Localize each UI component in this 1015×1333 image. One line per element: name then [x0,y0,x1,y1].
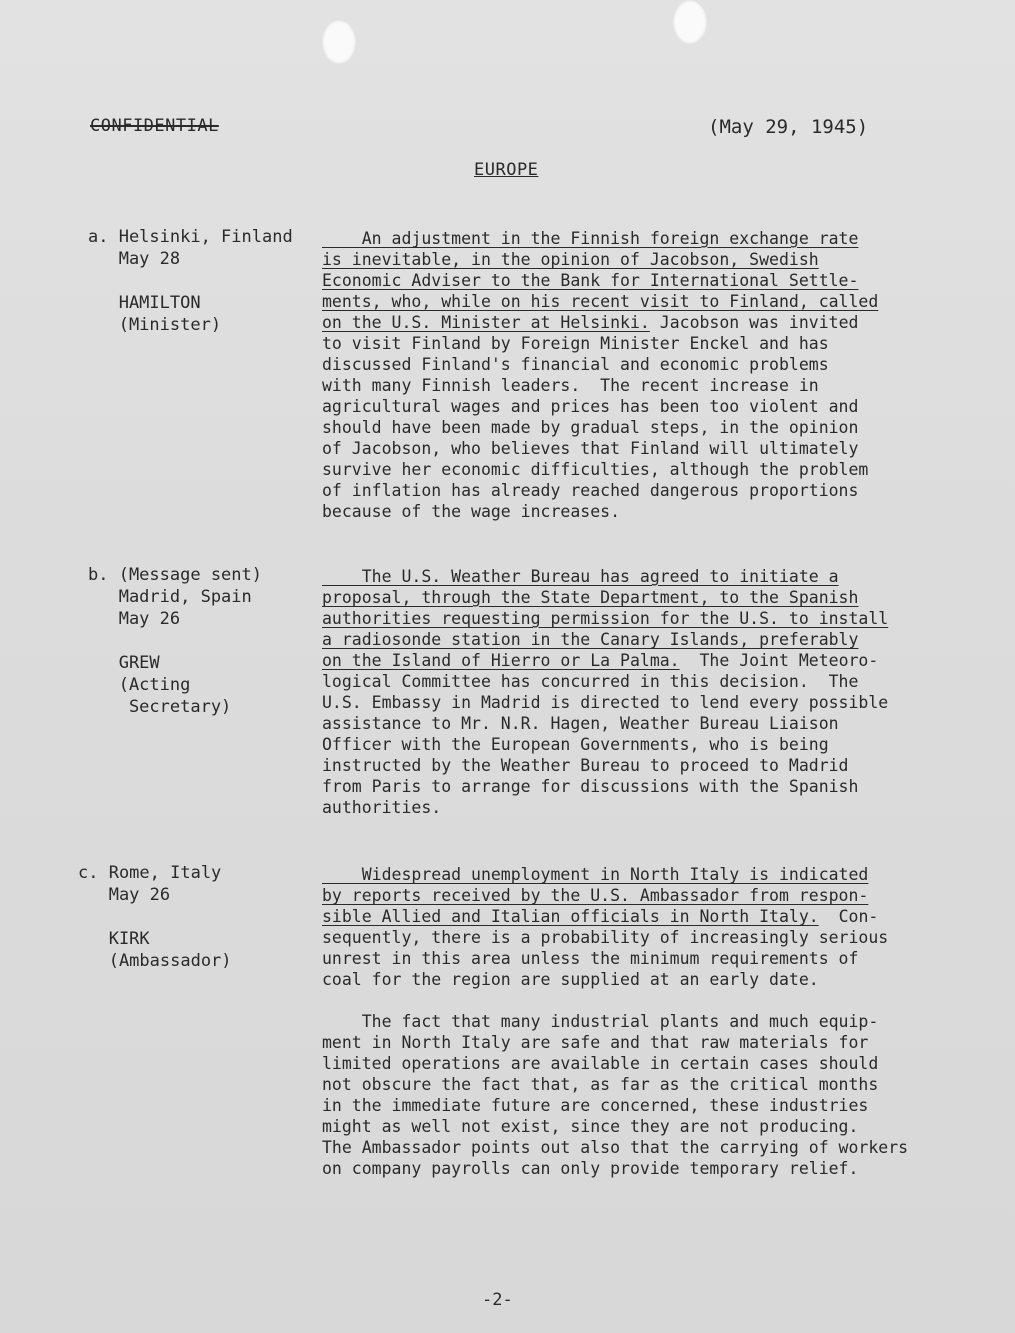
paragraph [322,566,888,818]
text-line [322,864,908,885]
entry-meta-line [88,630,262,652]
text-line [322,906,908,927]
region-heading: EUROPE [474,160,539,180]
text-run: Con- [818,907,879,926]
underlined-text: by reports received by the U.S. Ambassador from respon- [322,886,869,905]
entry-meta-line: May 26 [88,609,181,629]
text-line [322,629,888,650]
text-line: ment in North Italy are safe and that raw materials for [322,1033,869,1052]
text-line [322,566,888,587]
text-line: discussed Finland's financial and economic problems [322,355,829,374]
document-date: (May 29, 1945) [708,116,869,138]
underlined-text: proposal, through the State Department, to the Spanish [322,588,859,607]
entry-meta-line: GREW [88,653,160,673]
text-line: in the immediate future are concerned, these industries [322,1096,869,1115]
text-line: of Jacobson, who believes that Finland will ultimately [322,439,859,458]
text-line: unrest in this area unless the minimum requirements of [322,949,859,968]
underlined-text: An adjustment in the Finnish foreign exchange rate [322,229,859,248]
text-line [322,608,888,629]
text-line: logical Committee has concurred in this decision. The [322,672,859,691]
text-line [322,587,888,608]
punch-hole [673,0,707,44]
text-line: from Paris to arrange for discussions with the Spanish [322,777,859,796]
punch-hole [322,20,356,64]
text-line: agricultural wages and prices has been too violent and [322,397,859,416]
underlined-text: Economic Adviser to the Bank for International Settle- [322,271,859,290]
underlined-text: on the U.S. Minister at Helsinki. [322,313,650,332]
text-line [322,650,888,671]
entry-meta-line: May 26 [78,885,171,905]
text-line: with many Finnish leaders. The recent increase in [322,376,819,395]
underlined-text: authorities requesting permission for the U.S. to install [322,609,889,628]
entry-meta-line: (Minister) [88,315,222,335]
underlined-text: The U.S. Weather Bureau has agreed to initiate a [322,567,839,586]
text-line [322,885,908,906]
underlined-text: Widespread unemployment in North Italy is indicated [322,865,869,884]
text-line: because of the wage increases. [322,502,621,521]
text-line [322,291,878,312]
text-line: assistance to Mr. N.R. Hagen, Weather Bureau Liaison [322,714,839,733]
text-line: Officer with the European Governments, who is being [322,735,829,754]
underlined-text: is inevitable, in the opinion of Jacobson, Swedish [322,250,819,269]
text-line: authorities. [322,798,442,817]
text-line [322,270,878,291]
text-line: U.S. Embassy in Madrid is directed to lend every possible [322,693,889,712]
classification-marking: CONFIDENTIAL [90,116,219,136]
text-line: limited operations are available in certain cases should [322,1054,879,1073]
entry-meta-line: (Ambassador) [78,951,232,971]
paragraph [322,228,878,522]
entry-meta-line: HAMILTON [88,293,201,313]
entry-meta [78,862,232,972]
entry-meta-line: KIRK [78,929,150,949]
text-line: not obscure the fact that, as far as the critical months [322,1075,879,1094]
entry-meta-line: c. Rome, Italy [78,863,222,883]
entry-meta-line: b. (Message sent) [88,565,262,585]
entry-meta-line: a. Helsinki, Finland [88,227,293,247]
entry-meta [88,226,293,336]
entry-body [322,566,888,818]
paragraph [322,864,908,990]
text-line: sequently, there is a probability of increasingly serious [322,928,889,947]
entry-meta [88,564,262,718]
paragraph [322,1011,908,1179]
text-line: to visit Finland by Foreign Minister Enckel and has [322,334,829,353]
text-line: might as well not exist, since they are not producing. [322,1117,859,1136]
text-line: should have been made by gradual steps, in the opinion [322,418,859,437]
text-line: on company payrolls can only provide temporary relief. [322,1159,859,1178]
entry-meta-line [78,906,232,928]
text-line: The Ambassador points out also that the carrying of workers [322,1138,909,1157]
entry-meta-line: Secretary) [88,697,232,717]
entry-meta-line: (Acting [88,675,191,695]
text-line: coal for the region are supplied at an early date. [322,970,819,989]
entry-body [322,864,908,1179]
page-number: -2- [482,1290,513,1310]
entry-meta-line: Madrid, Spain [88,587,252,607]
underlined-text: sible Allied and Italian officials in North Italy. [322,907,819,926]
text-line [322,312,878,333]
entry-meta-line: May 28 [88,249,181,269]
text-line [322,228,878,249]
text-line: survive her economic difficulties, although the problem [322,460,869,479]
text-run: The Joint Meteoro- [679,651,879,670]
underlined-text: ments, who, while on his recent visit to Finland, called [322,292,879,311]
underlined-text: a radiosonde station in the Canary Islands, preferably [322,630,859,649]
underlined-text: on the Island of Hierro or La Palma. [322,651,680,670]
text-line [322,249,878,270]
text-line: of inflation has already reached dangerous proportions [322,481,859,500]
entry-meta-line [88,270,293,292]
text-run: Jacobson was invited [649,313,859,332]
text-line: instructed by the Weather Bureau to proceed to Madrid [322,756,849,775]
entry-body [322,228,878,522]
text-line: The fact that many industrial plants and much equip- [322,1012,879,1031]
